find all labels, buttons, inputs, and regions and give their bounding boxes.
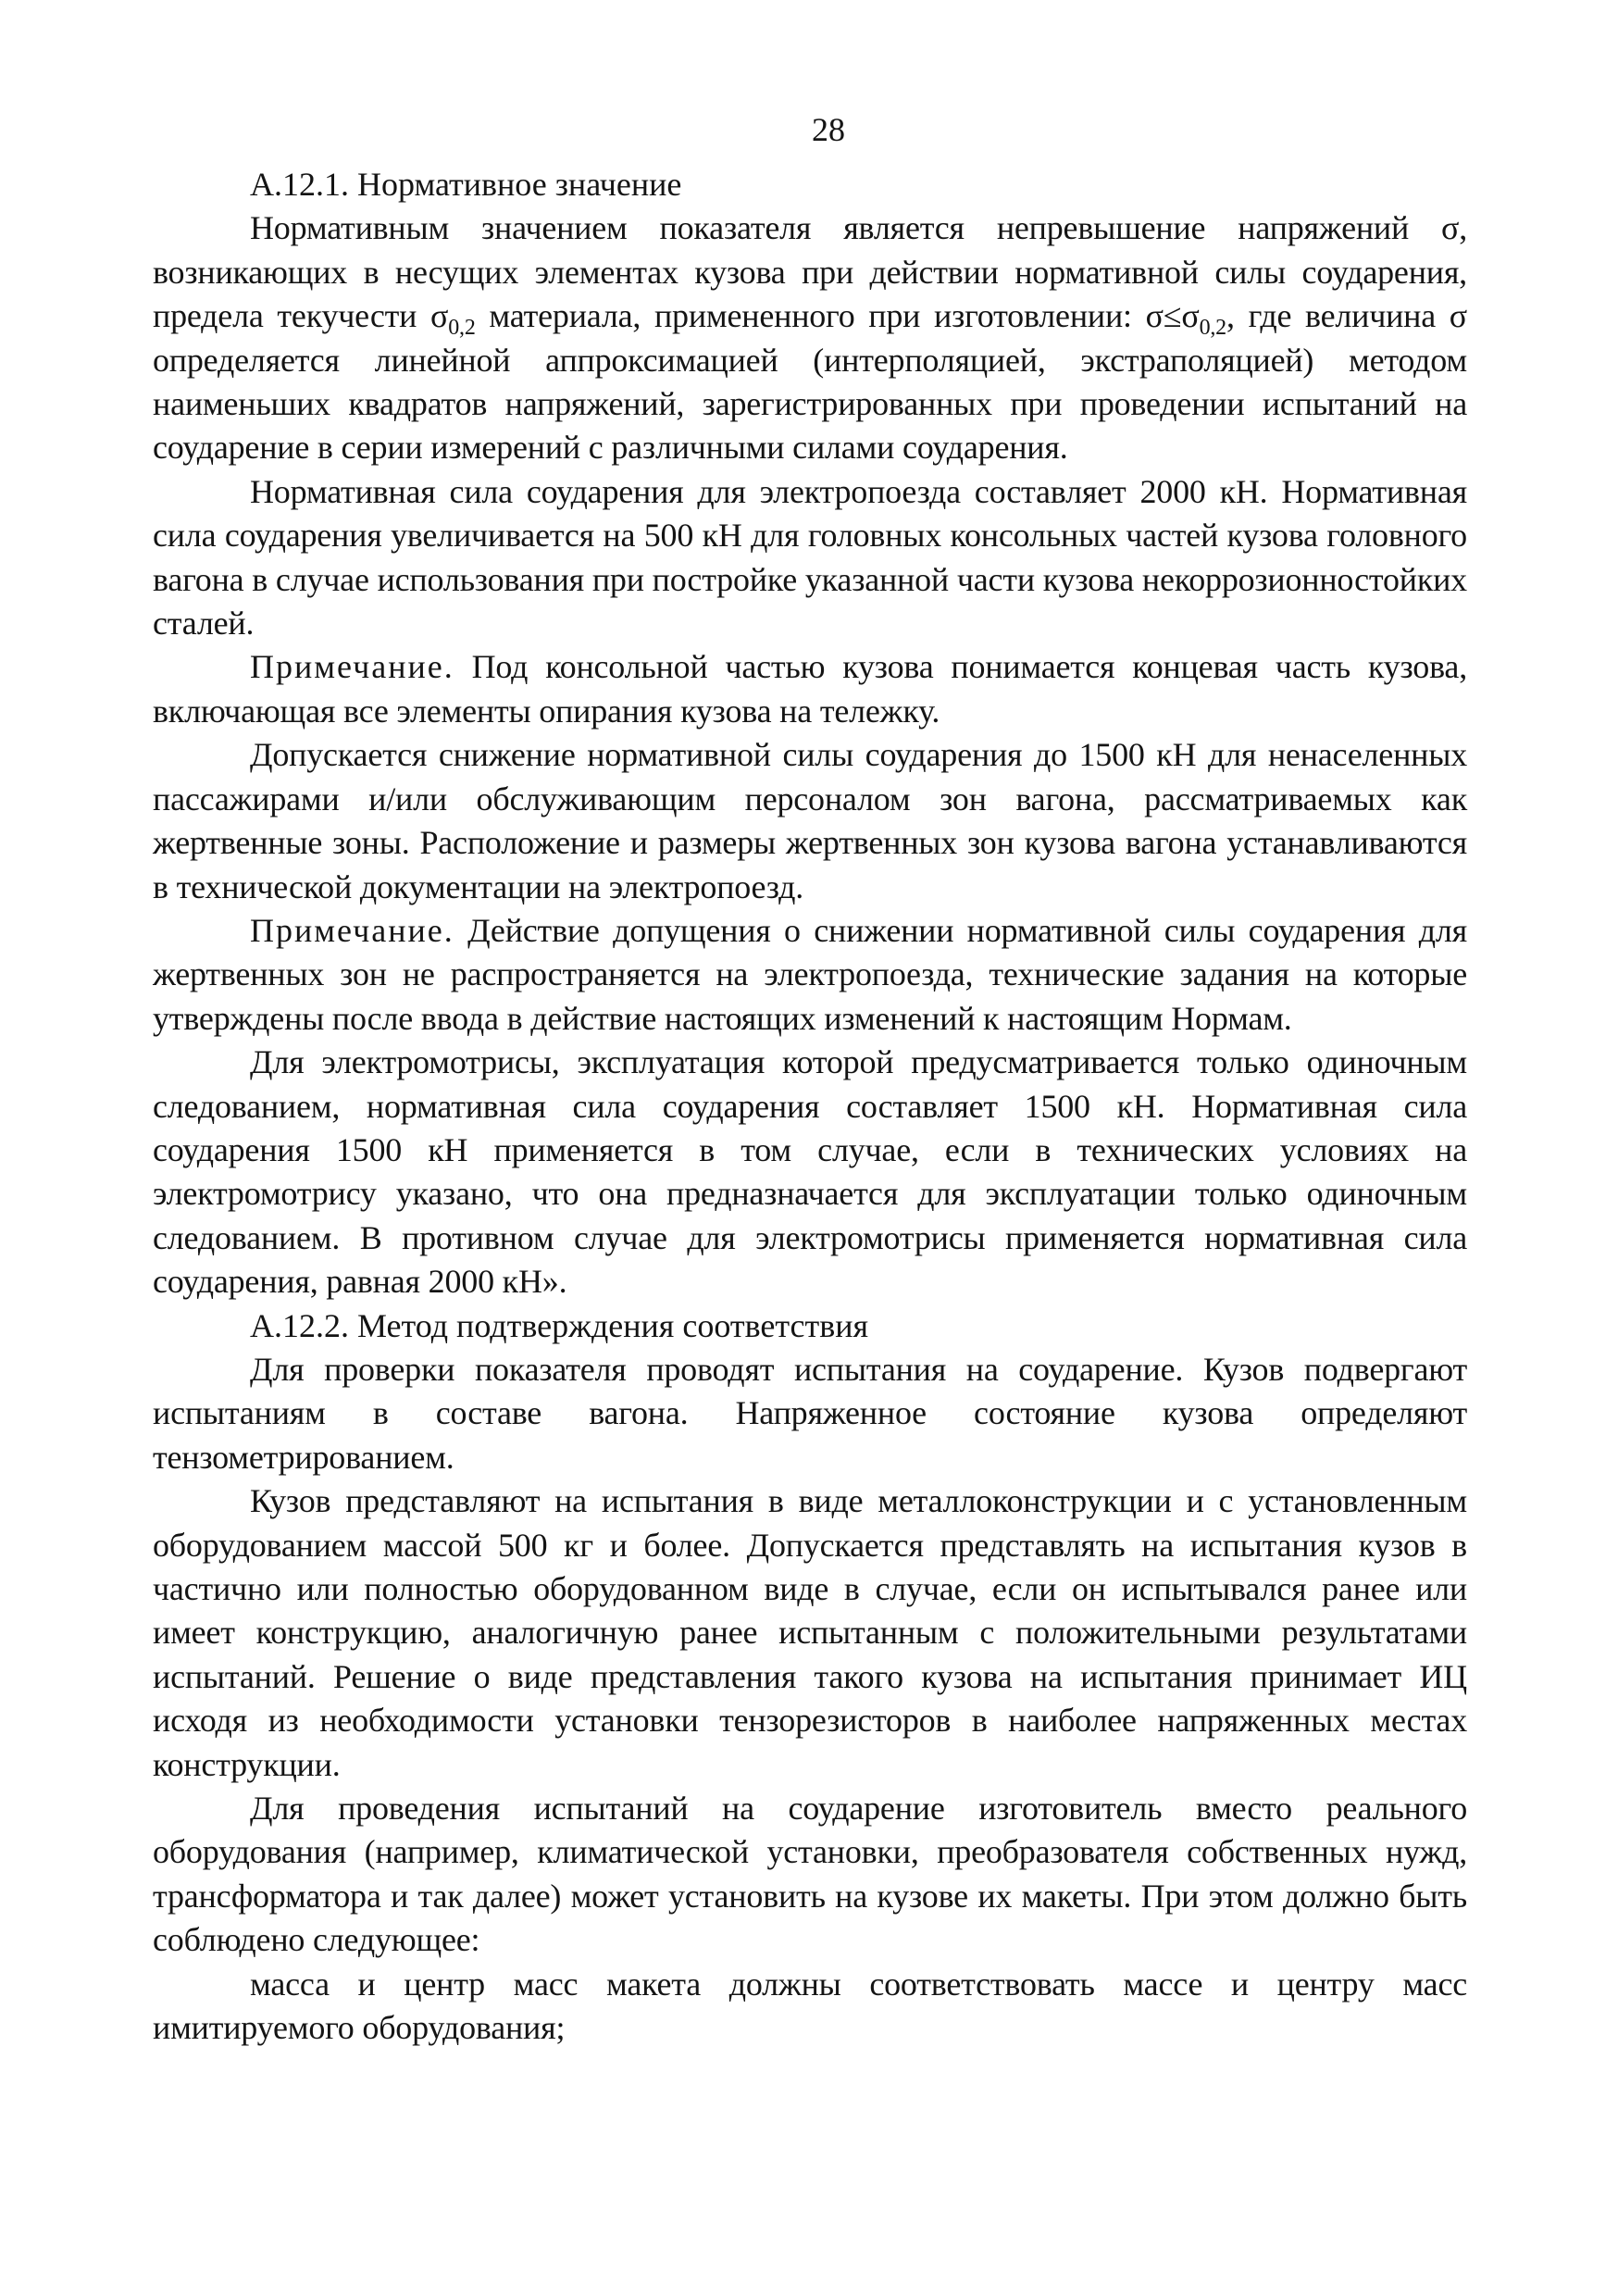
section-heading-a12-2: А.12.2. Метод подтверждения соответствия (250, 1306, 869, 1344)
section-heading-a12-1: А.12.1. Нормативное значение (250, 166, 682, 203)
paragraph-test-method: Для проверки показателя проводят испытания на соударение. Кузов подвергают испытаниям в составе вагона. Напряженное состояние кузова определяют тензометрированием. (153, 1350, 1467, 1476)
note-text: Под консольной частью кузова понимается концевая часть кузова, включающая все элементы опирания кузова на тележку. (153, 648, 1467, 730)
note-sacrificial-zones (153, 909, 1467, 1041)
paragraph-railcar: Для электромотрисы, эксплуатация которой предусматривается только одиночным следованием, нормативная сила соударения составляет 1500 кН. Нормативная сила соударения 1500 кН применяется в том случае, если в технических условиях на электромотрису указано, что она предназначается для эксплуатации только одиночным следованием. В противном случае для электромотрисы применяется нормативная сила соударения, равная 2000 кН». (153, 1043, 1467, 1301)
note-label: Примечание. (250, 648, 454, 686)
text-run: , где величина σ определяется линейной аппроксимацией (интерполяцией, экстраполяцией) методом наименьших квадратов напряжений, зарегистрированных при проведении испытаний на соударение в серии измерений с различными силами соударения. (153, 297, 1468, 467)
paragraph-sacrificial-zones: Допускается снижение нормативной силы соударения до 1500 кН для ненаселенных пассажирами и/или обслуживающим персоналом зон вагона, рассматриваемых как жертвенные зоны. Расположение и размеры жертвенных зон кузова вагона устанавливаются в технической документации на электропоезд. (153, 736, 1467, 905)
subscript: 0,2 (1199, 316, 1226, 341)
subscript: 0,2 (448, 316, 476, 341)
paragraph-mockup-mass: масса и центр масс макета должны соответствовать массе и центру масс имитируемого оборудования; (153, 1965, 1467, 2047)
paragraph-normative-value (153, 206, 1467, 469)
document-page (153, 111, 1467, 2050)
paragraph-mockups: Для проведения испытаний на соударение изготовитель вместо реального оборудования (например, климатической установки, преобразователя собственных нужд, трансформатора и так далее) может установить на кузове их макеты. При этом должно быть соблюдено следующее: (153, 1790, 1467, 1959)
paragraph-body-submission: Кузов представляют на испытания в виде металлоконструкции и с установленным оборудованием массой 500 кг и более. Допускается представлять на испытания кузов в частично или полностью оборудованном виде в случае, если он испытывался ранее или имеет конструкцию, аналогичную ранее испытанным с положительными результатами испытаний. Решение о виде представления такого кузова на испытания принимает ИЦ исходя из необходимости установки тензорезисторов в наиболее напряженных местах конструкции. (153, 1482, 1467, 1783)
text-run: Нормативным значением показателя является непревышение напряжений σ, возникающих в несущих элементах кузова при действии нормативной силы соударения, предела текучести σ (153, 209, 1467, 335)
page-number: 28 (812, 111, 845, 148)
note-label: Примечание. (250, 911, 454, 949)
paragraph-collision-force: Нормативная сила соударения для электропоезда составляет 2000 кН. Нормативная сила соударения увеличивается на 500 кН для головных консольных частей кузова головного вагона в случае использования при постройке указанной части кузова некоррозионностойких сталей. (153, 472, 1467, 643)
note-console-part (153, 645, 1467, 733)
text-run: материала, примененного при изготовлении: σ≤σ (475, 297, 1200, 335)
note-text: Действие допущения о снижении нормативной силы соударения для жертвенных зон не распространяется на электропоезда, технические задания на которые утверждены после ввода в действие настоящих изменений к настоящим Нормам. (153, 911, 1467, 1037)
